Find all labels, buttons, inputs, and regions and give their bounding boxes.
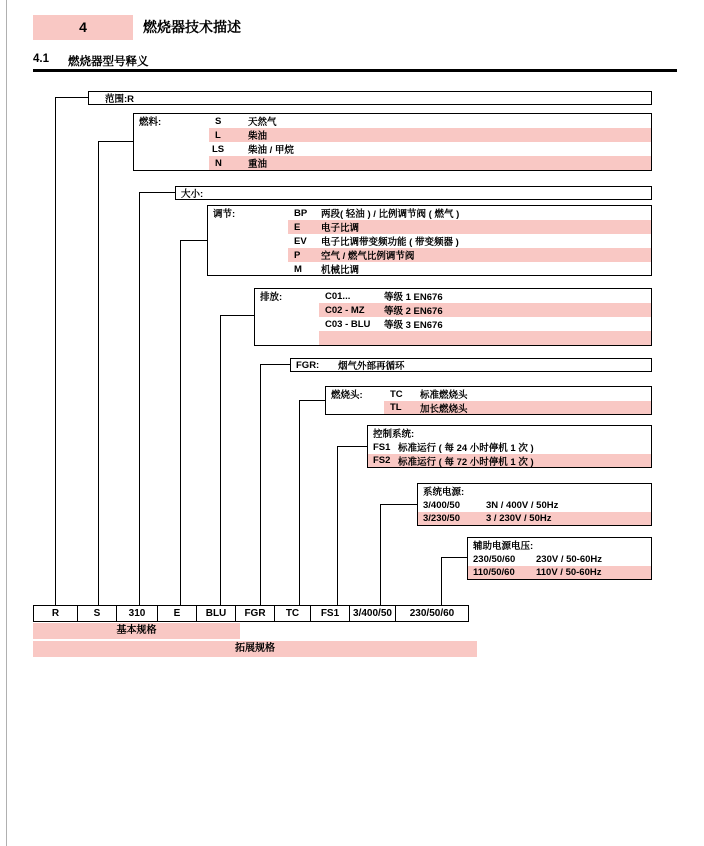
aux-label: 辅助电源电压:	[473, 541, 534, 552]
highlight	[209, 128, 651, 142]
connector-line	[98, 141, 99, 605]
connector-line	[220, 315, 254, 316]
fuel-code: N	[215, 157, 222, 169]
connector-line	[380, 504, 381, 605]
connector-line	[337, 446, 367, 447]
connector-line	[260, 364, 261, 605]
chapter-number-badge: 4	[33, 15, 133, 40]
model-code-cell: BLU	[196, 605, 236, 622]
range-label: 范围:R	[105, 94, 135, 105]
connector-line	[139, 192, 175, 193]
aux-desc: 110V / 50-60Hz	[536, 567, 602, 578]
control-desc: 标准运行 ( 每 24 小时停机 1 次 )	[398, 443, 534, 454]
section-rule	[33, 69, 677, 72]
fgr-box	[290, 358, 652, 372]
aux-voltage-box	[467, 537, 652, 580]
fuel-code: S	[215, 115, 222, 127]
fuel-code: LS	[212, 143, 225, 155]
highlight	[209, 156, 651, 170]
regulation-code: P	[294, 249, 301, 261]
regulation-desc: 机械比调	[321, 265, 360, 276]
connector-line	[55, 97, 56, 605]
connector-line	[180, 240, 207, 241]
connector-line	[299, 400, 325, 401]
regulation-box	[207, 205, 652, 276]
connector-line	[441, 557, 442, 605]
fuel-desc: 天然气	[248, 117, 277, 128]
emission-desc: 等级 2 EN676	[384, 306, 443, 317]
emission-code: C03 - BLU	[325, 318, 371, 330]
control-code: FS1	[373, 441, 391, 453]
model-code-cell: 230/50/60	[395, 605, 469, 622]
power-code: 3/400/50	[423, 499, 460, 511]
fuel-code: L	[215, 129, 221, 141]
model-code-cell: E	[157, 605, 197, 622]
fgr-desc: 烟气外部再循环	[338, 361, 405, 372]
page-left-border	[6, 0, 7, 846]
fuel-box	[133, 113, 652, 171]
regulation-code: EV	[294, 235, 307, 247]
connector-line	[55, 97, 88, 98]
fuel-desc: 柴油	[248, 131, 268, 142]
highlight	[319, 303, 651, 317]
model-code-cell: 310	[116, 605, 158, 622]
chapter-title: 燃烧器技术描述	[143, 19, 241, 35]
emission-code: C01...	[325, 290, 351, 302]
model-code-cell: FGR	[235, 605, 275, 622]
model-code-cell: 3/400/50	[349, 605, 396, 622]
regulation-desc: 两段( 轻油 ) / 比例调节阀 ( 燃气 )	[321, 209, 460, 220]
control-system-box	[367, 425, 652, 468]
emission-desc: 等级 1 EN676	[384, 292, 443, 303]
connector-line	[220, 315, 221, 605]
fuel-label: 燃料:	[139, 117, 162, 128]
head-code: TC	[390, 388, 403, 400]
connector-line	[299, 400, 300, 605]
basic-spec-band: 基本规格	[33, 623, 240, 639]
model-code-cell: TC	[274, 605, 311, 622]
head-desc: 标准燃烧头	[420, 390, 468, 401]
emission-box	[254, 288, 652, 346]
size-label: 大小:	[181, 189, 204, 200]
power-desc: 3N / 400V / 50Hz	[486, 499, 559, 511]
range-box	[88, 91, 652, 105]
power-code: 3/230/50	[423, 513, 460, 524]
system-power-box	[417, 483, 652, 526]
model-code-cell: S	[77, 605, 117, 622]
power-label: 系统电源:	[423, 487, 465, 498]
head-label: 燃烧头:	[331, 390, 363, 401]
section-number: 4.1	[33, 53, 49, 65]
combustion-head-box	[325, 386, 652, 415]
aux-code: 230/50/60	[473, 553, 516, 565]
model-code-row	[33, 605, 469, 622]
section-title: 燃烧器型号释义	[68, 56, 149, 68]
head-code: TL	[390, 402, 402, 413]
model-code-cell: R	[33, 605, 78, 622]
power-desc: 3 / 230V / 50Hz	[486, 513, 552, 524]
control-code: FS2	[373, 455, 391, 466]
regulation-desc: 电子比调	[321, 223, 360, 234]
head-desc: 加长燃烧头	[420, 403, 468, 415]
connector-line	[180, 240, 181, 605]
size-box	[175, 186, 652, 200]
highlight	[319, 331, 651, 345]
regulation-desc: 空气 / 燃气比例调节阀	[321, 251, 415, 262]
regulation-code: M	[294, 263, 302, 275]
fgr-label: FGR:	[296, 359, 320, 371]
emission-desc: 等级 3 EN676	[384, 320, 443, 331]
aux-desc: 230V / 50-60Hz	[536, 553, 603, 565]
connector-line	[98, 141, 133, 142]
connector-line	[380, 504, 417, 505]
emission-code: C02 - MZ	[325, 304, 365, 316]
connector-line	[139, 192, 140, 605]
regulation-code: BP	[294, 207, 308, 219]
regulation-label: 调节:	[213, 209, 236, 220]
emission-label: 排放:	[260, 292, 283, 303]
fuel-desc: 重油	[248, 159, 268, 170]
connector-line	[441, 557, 467, 558]
fuel-desc: 柴油 / 甲烷	[248, 145, 294, 156]
control-label: 控制系统:	[373, 429, 415, 440]
connector-line	[337, 446, 338, 605]
regulation-desc: 电子比调带变频功能 ( 带变频器 )	[321, 237, 459, 248]
control-desc: 标准运行 ( 每 72 小时停机 1 次 )	[398, 456, 534, 468]
extended-spec-band: 拓展规格	[33, 641, 477, 657]
model-code-cell: FS1	[310, 605, 350, 622]
regulation-code: E	[294, 221, 301, 233]
connector-line	[260, 364, 290, 365]
aux-code: 110/50/60	[473, 567, 515, 578]
